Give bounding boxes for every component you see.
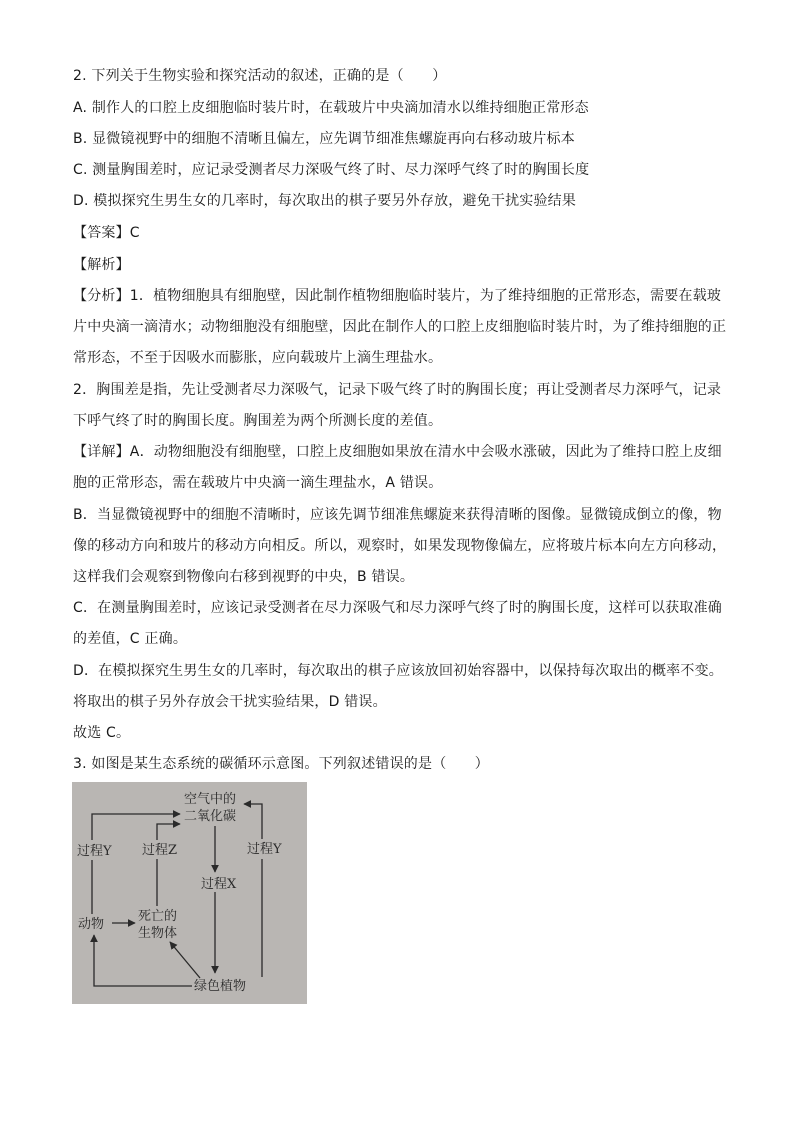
question-3-stem: 3. 如图是某生态系统的碳循环示意图。下列叙述错误的是（ ） bbox=[73, 756, 490, 772]
analysis-line: 的差值，C 正确。 bbox=[73, 631, 188, 647]
carbon-cycle-diagram bbox=[72, 782, 307, 1004]
dead-organisms-label-line2: 生物体 bbox=[138, 926, 178, 941]
analysis-line: 将取出的棋子另外存放会干扰实验结果，D 错误。 bbox=[73, 694, 387, 710]
process-z-label: 过程Z bbox=[142, 843, 178, 858]
question-2-option-b: B. 显微镜视野中的细胞不清晰且偏左，应先调节细准焦螺旋再向右移动玻片标本 bbox=[73, 131, 575, 147]
air-co2-label-line2: 二氧化碳 bbox=[184, 809, 237, 824]
analysis-line: 故选 C。 bbox=[73, 725, 131, 741]
animals-label: 动物 bbox=[78, 917, 105, 932]
answer-line: 【答案】C bbox=[73, 225, 140, 241]
analysis-line: D．在模拟探究生男生女的几率时，每次取出的棋子应该放回初始容器中，以保持每次取出的概率不变。 bbox=[73, 663, 723, 679]
analysis-heading: 【解析】 bbox=[73, 257, 130, 273]
arrow-process-y-to-co2-right bbox=[244, 804, 262, 839]
analysis-line: 【分析】1．植物细胞具有细胞壁，因此制作植物细胞临时装片，为了维持细胞的正常形态，需要在载玻 bbox=[73, 288, 722, 304]
question-2-option-c: C. 测量胸围差时，应记录受测者尽力深吸气终了时、尽力深呼气终了时的胸围长度 bbox=[73, 162, 590, 178]
dead-organisms-label-line1: 死亡的 bbox=[138, 909, 178, 924]
analysis-line: 像的移动方向和玻片的移动方向相反。所以，观察时，如果发现物像偏左，应将玻片标本向左方向移动， bbox=[73, 538, 727, 554]
analysis-line: 片中央滴一滴清水；动物细胞没有细胞壁，因此在制作人的口腔上皮细胞临时装片时，为了维持细胞的正 bbox=[73, 319, 727, 335]
analysis-line: 【详解】A．动物细胞没有细胞壁，口腔上皮细胞如果放在清水中会吸水涨破，因此为了维持口腔上皮细 bbox=[73, 444, 722, 460]
process-y-right-label: 过程Y bbox=[247, 842, 282, 857]
question-2-option-a: A. 制作人的口腔上皮细胞临时装片时，在载玻片中央滴加清水以维持细胞正常形态 bbox=[73, 100, 589, 116]
analysis-line: 下呼气终了时的胸围长度。胸围差为两个所测长度的差值。 bbox=[73, 413, 443, 429]
arrow-plants-to-dead bbox=[170, 942, 200, 978]
air-co2-label-line1: 空气中的 bbox=[184, 792, 237, 807]
arrow-process-z-to-co2 bbox=[157, 824, 180, 840]
arrow-process-y-to-co2 bbox=[92, 814, 180, 840]
analysis-line: 2．胸围差是指，先让受测者尽力深吸气，记录下吸气终了时的胸围长度；再让受测者尽力深呼气，记录 bbox=[73, 382, 722, 398]
analysis-line: 常形态，不至于因吸水而膨胀，应向载玻片上滴生理盐水。 bbox=[73, 350, 443, 366]
question-2-stem: 2. 下列关于生物实验和探究活动的叙述，正确的是（ ） bbox=[73, 68, 447, 84]
arrow-plants-to-animals bbox=[94, 935, 192, 986]
analysis-line: 胞的正常形态，需在载玻片中央滴一滴生理盐水，A 错误。 bbox=[73, 475, 443, 491]
analysis-line: 这样我们会观察到物像向右移到视野的中央，B 错误。 bbox=[73, 569, 415, 585]
process-x-label: 过程X bbox=[201, 877, 237, 892]
analysis-line: B．当显微镜视野中的细胞不清晰时，应该先调节细准焦螺旋来获得清晰的图像。显微镜成倒立的像，物 bbox=[73, 507, 722, 523]
process-y-left-label: 过程Y bbox=[77, 844, 112, 859]
question-2-option-d: D. 模拟探究生男生女的几率时，每次取出的棋子要另外存放，避免干扰实验结果 bbox=[73, 193, 577, 209]
green-plants-label: 绿色植物 bbox=[194, 979, 247, 994]
analysis-line: C．在测量胸围差时，应该记录受测者在尽力深吸气和尽力深呼气终了时的胸围长度，这样可以获取准确 bbox=[73, 600, 722, 616]
